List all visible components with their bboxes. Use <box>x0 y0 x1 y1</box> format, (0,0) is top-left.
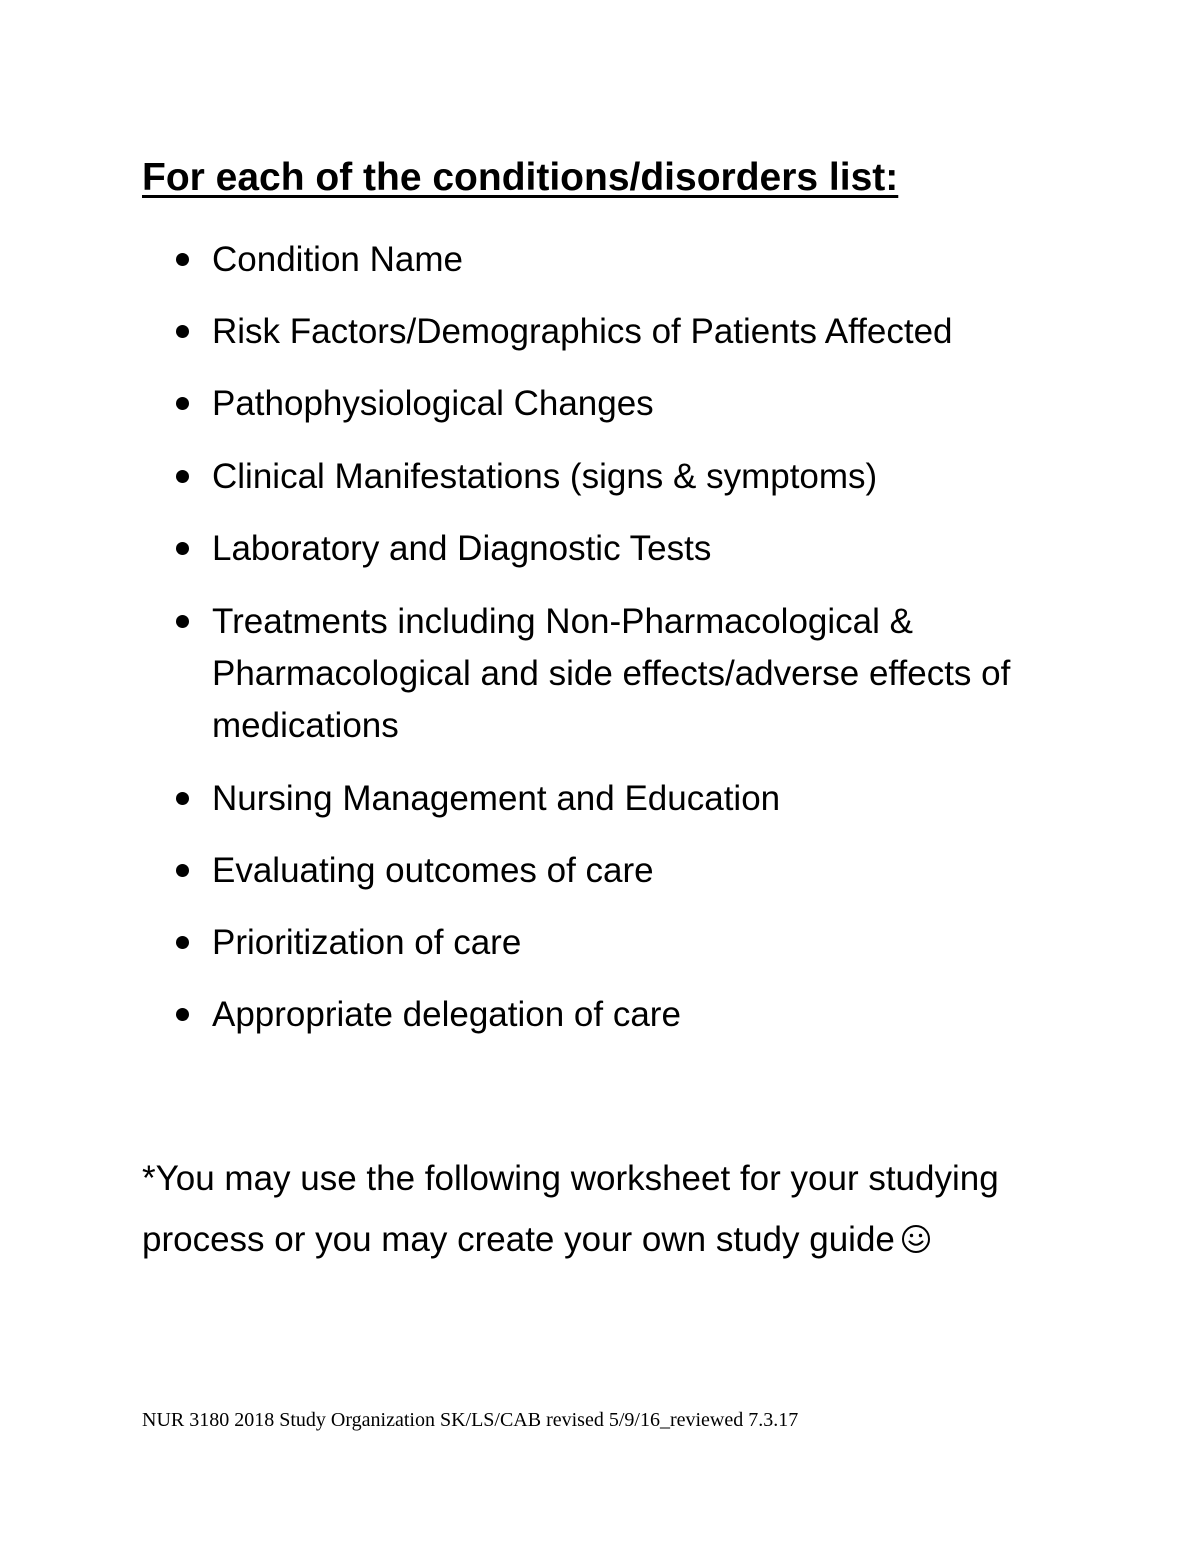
bullet-icon <box>176 325 189 338</box>
list-item <box>172 845 1072 897</box>
list-item-text: Laboratory and Diagnostic Tests <box>212 529 712 568</box>
list-item-text: Risk Factors/Demographics of Patients Affected <box>212 312 953 351</box>
list-item-text: Appropriate delegation of care <box>212 995 681 1034</box>
list-item-text: Nursing Management and Education <box>212 779 781 818</box>
page-title: For each of the conditions/disorders list: <box>142 156 899 199</box>
bullet-icon <box>176 542 189 555</box>
list-item <box>172 523 1072 575</box>
bullet-icon <box>176 936 189 949</box>
list-item <box>172 773 1072 825</box>
smiley-face-icon <box>901 1224 931 1254</box>
list-item <box>172 234 1072 286</box>
list-item-text: Clinical Manifestations (signs & symptoms) <box>212 457 878 496</box>
list-item-text: Condition Name <box>212 240 463 279</box>
bullet-icon <box>176 1008 189 1021</box>
list-item <box>172 378 1072 430</box>
list-item <box>172 306 1072 358</box>
bullet-icon <box>176 615 189 628</box>
list-item <box>172 451 1072 503</box>
worksheet-note-text: *You may use the following worksheet for your studying process or you may create your own study guide <box>142 1159 999 1259</box>
list-item <box>172 989 1072 1041</box>
list-item <box>172 596 1052 752</box>
list-item-text: Treatments including Non-Pharmacological & Pharmacological and side effects/adverse effects of medications <box>212 602 1011 745</box>
list-item <box>172 917 1072 969</box>
bullet-icon <box>176 253 189 266</box>
bullet-icon <box>176 792 189 805</box>
bullet-icon <box>176 397 189 410</box>
list-item-text: Evaluating outcomes of care <box>212 851 654 890</box>
list-item-text: Pathophysiological Changes <box>212 384 654 423</box>
document-footer: NUR 3180 2018 Study Organization SK/LS/CAB revised 5/9/16_reviewed 7.3.17 <box>142 1409 799 1431</box>
worksheet-note <box>142 1148 1082 1270</box>
bullet-icon <box>176 470 189 483</box>
list-item-text: Prioritization of care <box>212 923 522 962</box>
bullet-icon <box>176 864 189 877</box>
